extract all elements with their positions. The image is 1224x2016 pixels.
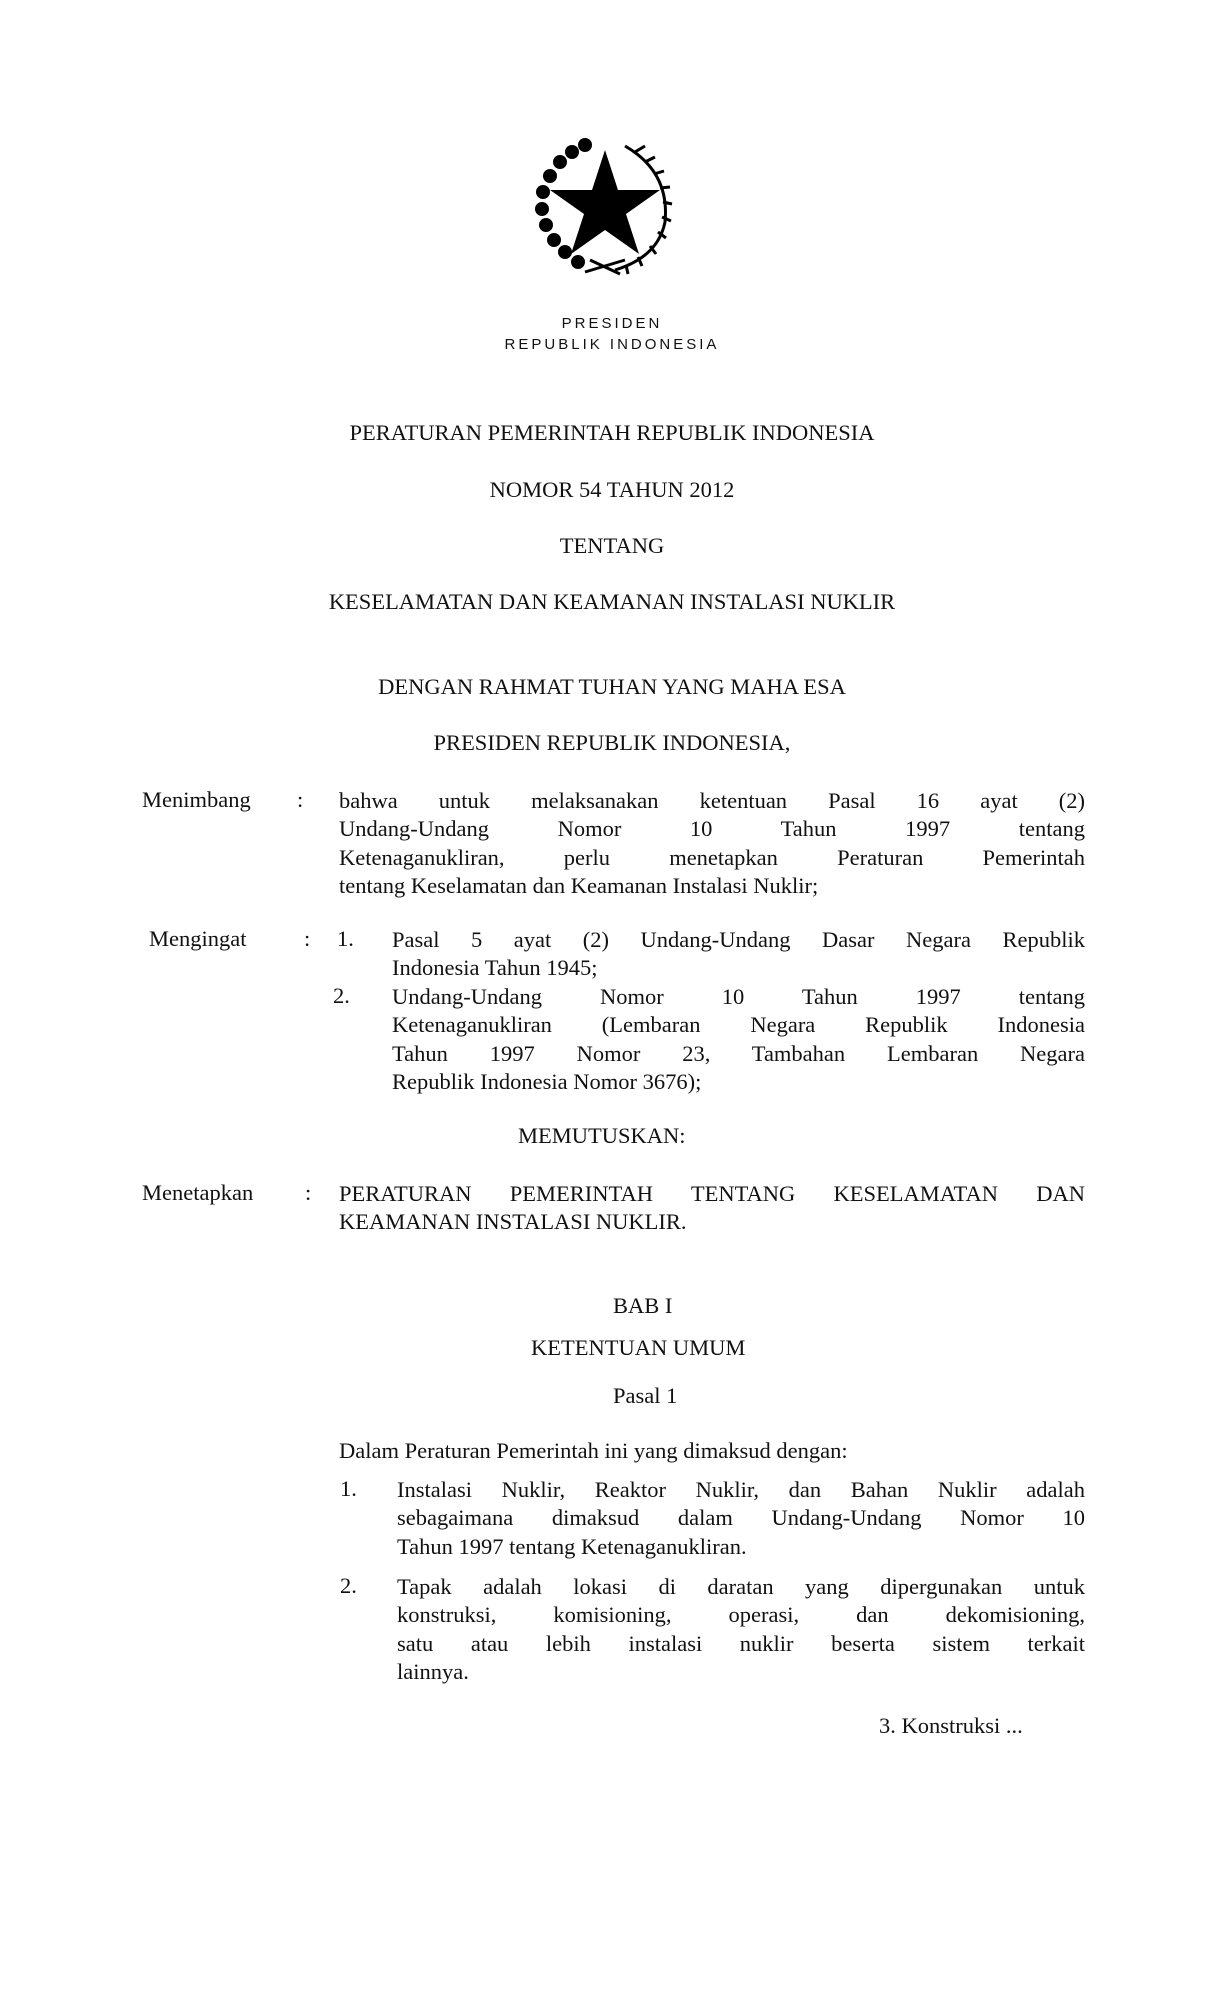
definition-item [397, 1476, 1085, 1561]
list-number: 2. [340, 1573, 357, 1598]
text-line: Undang-Undang Nomor 10 Tahun 1997 tentang [339, 816, 1085, 842]
presidential-emblem-icon [530, 132, 680, 282]
document-subject: KESELAMATAN DAN KEAMANAN INSTALASI NUKLIR [328, 589, 896, 614]
document-number: NOMOR 54 TAHUN 2012 [489, 477, 735, 502]
mengingat-item [392, 983, 1085, 1096]
page-continuation: 3. Konstruksi ... [879, 1713, 1023, 1738]
text-line: Tahun 1997 tentang Ketenaganukliran. [397, 1533, 747, 1559]
text-line: KEAMANAN INSTALASI NUKLIR. [339, 1209, 687, 1235]
mengingat-colon: : [304, 926, 311, 951]
text-line: sebagaimana dimaksud dalam Undang-Undang Nomor 10 [397, 1505, 1085, 1531]
document-about: TENTANG [559, 533, 665, 558]
document-title: PERATURAN PEMERINTAH REPUBLIK INDONESIA [349, 420, 875, 445]
text-line: bahwa untuk melaksanakan ketentuan Pasal 16 ayat (2) [339, 788, 1085, 813]
text-line: Pasal 5 ayat (2) Undang-Undang Dasar Negara Republik [392, 927, 1085, 952]
list-number: 2. [333, 983, 350, 1008]
text-line: Tahun 1997 Nomor 23, Tambahan Lembaran Negara [392, 1040, 1085, 1066]
blessing-line: DENGAN RAHMAT TUHAN YANG MAHA ESA [378, 674, 846, 699]
menimbang-label: Menimbang [142, 787, 251, 812]
definition-item [397, 1573, 1085, 1686]
text-line: Ketenaganukliran, perlu menetapkan Peraturan Pemerintah [339, 844, 1085, 870]
text-line: PERATURAN PEMERINTAH TENTANG KESELAMATAN DAN [339, 1181, 1085, 1206]
menimbang-colon: : [297, 787, 304, 812]
text-line: tentang Keselamatan dan Keamanan Instalasi Nuklir; [339, 872, 819, 898]
definitions-intro: Dalam Peraturan Pemerintah ini yang dimaksud dengan: [339, 1438, 848, 1463]
president-line: PRESIDEN REPUBLIK INDONESIA, [433, 730, 791, 755]
list-number: 1. [340, 1476, 357, 1501]
menetapkan-text [339, 1180, 1085, 1237]
pasal-heading: Pasal 1 [613, 1383, 678, 1408]
text-line: lainnya. [397, 1658, 469, 1684]
emblem-label-line1: PRESIDEN [561, 315, 663, 332]
text-line: konstruksi, komisioning, operasi, dan dekomisioning, [397, 1602, 1085, 1628]
menetapkan-label: Menetapkan [142, 1180, 254, 1205]
text-line: satu atau lebih instalasi nuklir beserta sistem terkait [397, 1630, 1085, 1656]
memutuskan-heading: MEMUTUSKAN: [518, 1123, 686, 1148]
menetapkan-colon: : [305, 1180, 312, 1205]
mengingat-item [392, 926, 1085, 983]
bab-number: BAB I [613, 1293, 673, 1318]
text-line: Undang-Undang Nomor 10 Tahun 1997 tentang [392, 984, 1085, 1009]
text-line: Indonesia Tahun 1945; [392, 955, 598, 981]
text-line: Tapak adalah lokasi di daratan yang dipergunakan untuk [397, 1574, 1085, 1599]
mengingat-label: Mengingat [149, 926, 247, 951]
menimbang-text [339, 787, 1085, 900]
text-line: Instalasi Nuklir, Reaktor Nuklir, dan Bahan Nuklir adalah [397, 1477, 1085, 1502]
bab-title: KETENTUAN UMUM [531, 1335, 746, 1360]
text-line: Ketenaganukliran (Lembaran Negara Republik Indonesia [392, 1012, 1085, 1038]
text-line: Republik Indonesia Nomor 3676); [392, 1068, 702, 1094]
emblem-label-line2: REPUBLIK INDONESIA [504, 336, 720, 353]
list-number: 1. [337, 926, 354, 951]
